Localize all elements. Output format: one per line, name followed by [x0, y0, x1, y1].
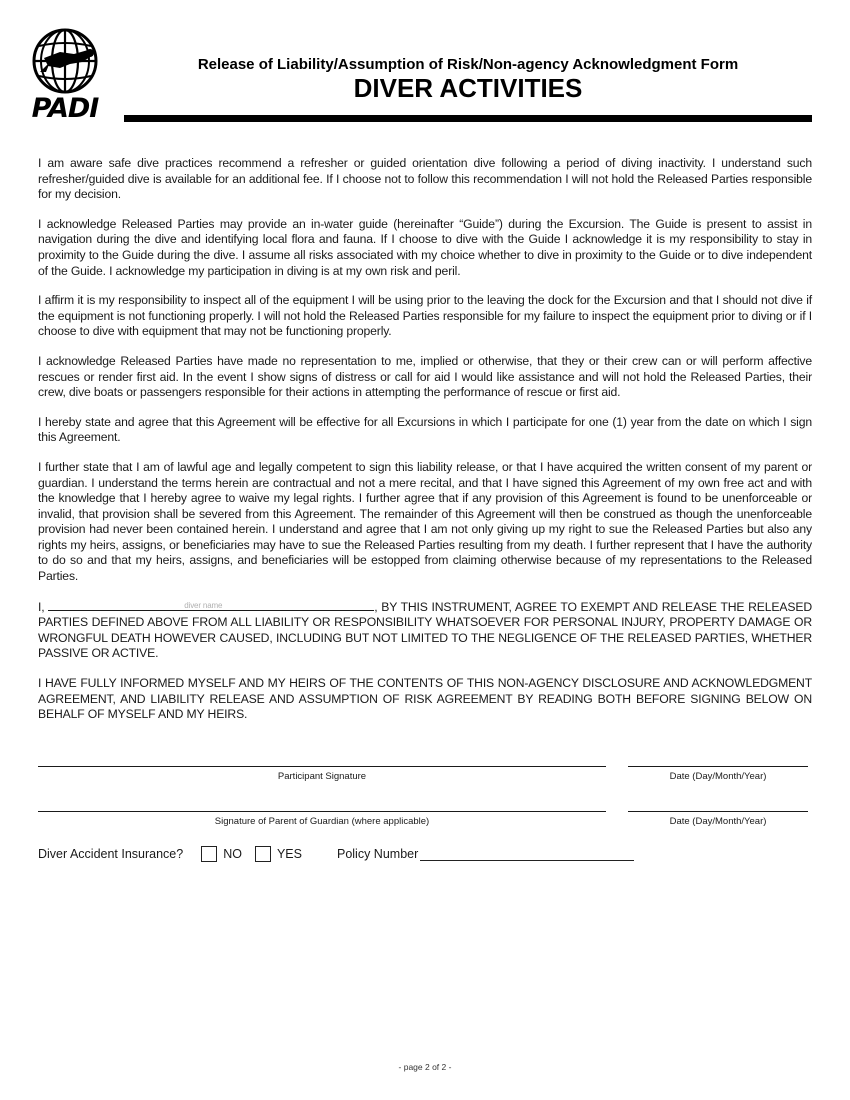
release-prefix: I, — [38, 599, 45, 614]
padi-logo — [30, 28, 100, 128]
agreement-body — [38, 156, 812, 737]
diver-name-field[interactable] — [48, 599, 374, 611]
paragraph-rescue: I acknowledge Released Parties have made no representation to me, implied or otherwise, that they or their crew can or will perform affective rescues or render first aid. In the event I show signs of distress or call for aid I would like assistance and will not hold the Released Parties, their crew, dive boats or passengers responsible for their actions in attempting the performance of rescue or first aid. — [38, 353, 812, 400]
release-text: , BY THIS INSTRUMENT, AGREE TO EXEMPT AND RELEASE THE RELEASED PARTIES DEFINED ABOVE FROM ALL LIABILITY OR RESPONSIBILITY WHATSOEVER FOR PERSONAL INJURY, PROPERTY DAMAGE OR WRONGFUL DEATH HOWEVER CAUSED, INCLUDING BUT NOT LIMITED TO THE NEGLIGENCE OF THE RELEASED PARTIES, WHETHER PASSIVE OR ACTIVE. — [38, 599, 812, 661]
guardian-signature-label: Signature of Parent of Guardian (where applicable) — [214, 816, 430, 827]
participant-date-line[interactable] — [628, 766, 808, 767]
paragraph-refresher: I am aware safe dive practices recommend a refresher or guided orientation dive following a period of diving inactivity. I understand such refresher/guided dive is available for an additional fee. If I choose not to follow this recommendation I will not hold the Released Parties responsible for my decision. — [38, 156, 812, 202]
insurance-no-label: NO — [223, 847, 242, 861]
policy-number-label: Policy Number — [336, 847, 419, 861]
participant-signature-line[interactable] — [38, 766, 606, 767]
guardian-signature-line[interactable] — [38, 811, 606, 812]
insurance-row — [38, 845, 634, 863]
form-title: Release of Liability/Assumption of Risk/Non-agency Acknowledgment Form — [197, 56, 739, 73]
diver-name-placeholder: diver name — [184, 600, 223, 610]
insurance-yes-label: YES — [276, 847, 302, 861]
guardian-date-label: Date (Day/Month/Year) — [669, 816, 767, 827]
release-paragraph — [38, 599, 812, 662]
guardian-date-line[interactable] — [628, 811, 808, 812]
logo-wordmark: PADI — [31, 93, 99, 124]
informed-paragraph: I HAVE FULLY INFORMED MYSELF AND MY HEIRS OF THE CONTENTS OF THIS NON-AGENCY DISCLOSURE AND ACKNOWLEDGMENT AGREEMENT, AND LIABILITY RELEASE AND ASSUMPTION OF RISK AGREEMENT BY READING BOTH BEFORE SIGNING BELOW ON BEHALF OF MYSELF AND MY HEIRS. — [38, 676, 812, 722]
paragraph-lawful-age: I further state that I am of lawful age and legally competent to sign this liability release, or that I have acquired the written consent of my parent or guardian. I understand the terms herein are contractual and not a mere recital, and that I have signed this Agreement of my own free act and with the knowledge that I hereby agree to waive my legal rights. I further agree that if any provision of this Agreement is found to be unenforceable or invalid, that provision shall be severed from this Agreement. The remainder of this Agreement will then be construed as though the unenforceable provision had never been contained herein. I understand and agree that I am not only giving up my right to sue the Released Parties but also any rights my heirs, assigns, or beneficiaries may have to sue the Released Parties resulting from my death. I further represent that I have the authority to do so and that my heirs, assigns, and beneficiaries will be estopped from claiming otherwise because of my representations to the Released Parties. — [38, 459, 812, 584]
policy-number-field[interactable] — [420, 848, 634, 861]
paragraph-duration: I hereby state and agree that this Agreement will be effective for all Excursions in which I participate for one (1) year from the date on which I sign this Agreement. — [38, 414, 812, 445]
paragraph-guide: I acknowledge Released Parties may provide an in-water guide (hereinafter “Guide”) during the Excursion. The Guide is present to assist in navigation during the dive and identifying local flora and fauna. If I choose to dive with the Guide I acknowledge it is my responsibility to stay in proximity to the Guide during the dive. I assume all risks associated with my choice whether to dive in proximity to the Guide or to dive independent of the Guide. I acknowledge my participation in diving is at my own risk and peril. — [38, 216, 812, 278]
header-rule — [124, 115, 812, 122]
paragraph-equipment: I affirm it is my responsibility to inspect all of the equipment I will be using prior to the leaving the dock for the Excursion and that I should not dive if the equipment is not functioning properly. I will not hold the Released Parties responsible for my failure to inspect the equipment prior to diving or if I choose to dive with equipment that may not be functioning properly. — [38, 293, 812, 339]
globe-diver-icon — [30, 28, 100, 94]
insurance-no-checkbox[interactable] — [201, 846, 217, 862]
insurance-yes-checkbox[interactable] — [255, 846, 271, 862]
page-number: - page 2 of 2 - — [398, 1062, 452, 1072]
insurance-label: Diver Accident Insurance? — [38, 847, 184, 861]
participant-signature-label: Participant Signature — [277, 771, 367, 782]
form-heading: DIVER ACTIVITIES — [353, 73, 583, 103]
participant-date-label: Date (Day/Month/Year) — [669, 771, 767, 782]
